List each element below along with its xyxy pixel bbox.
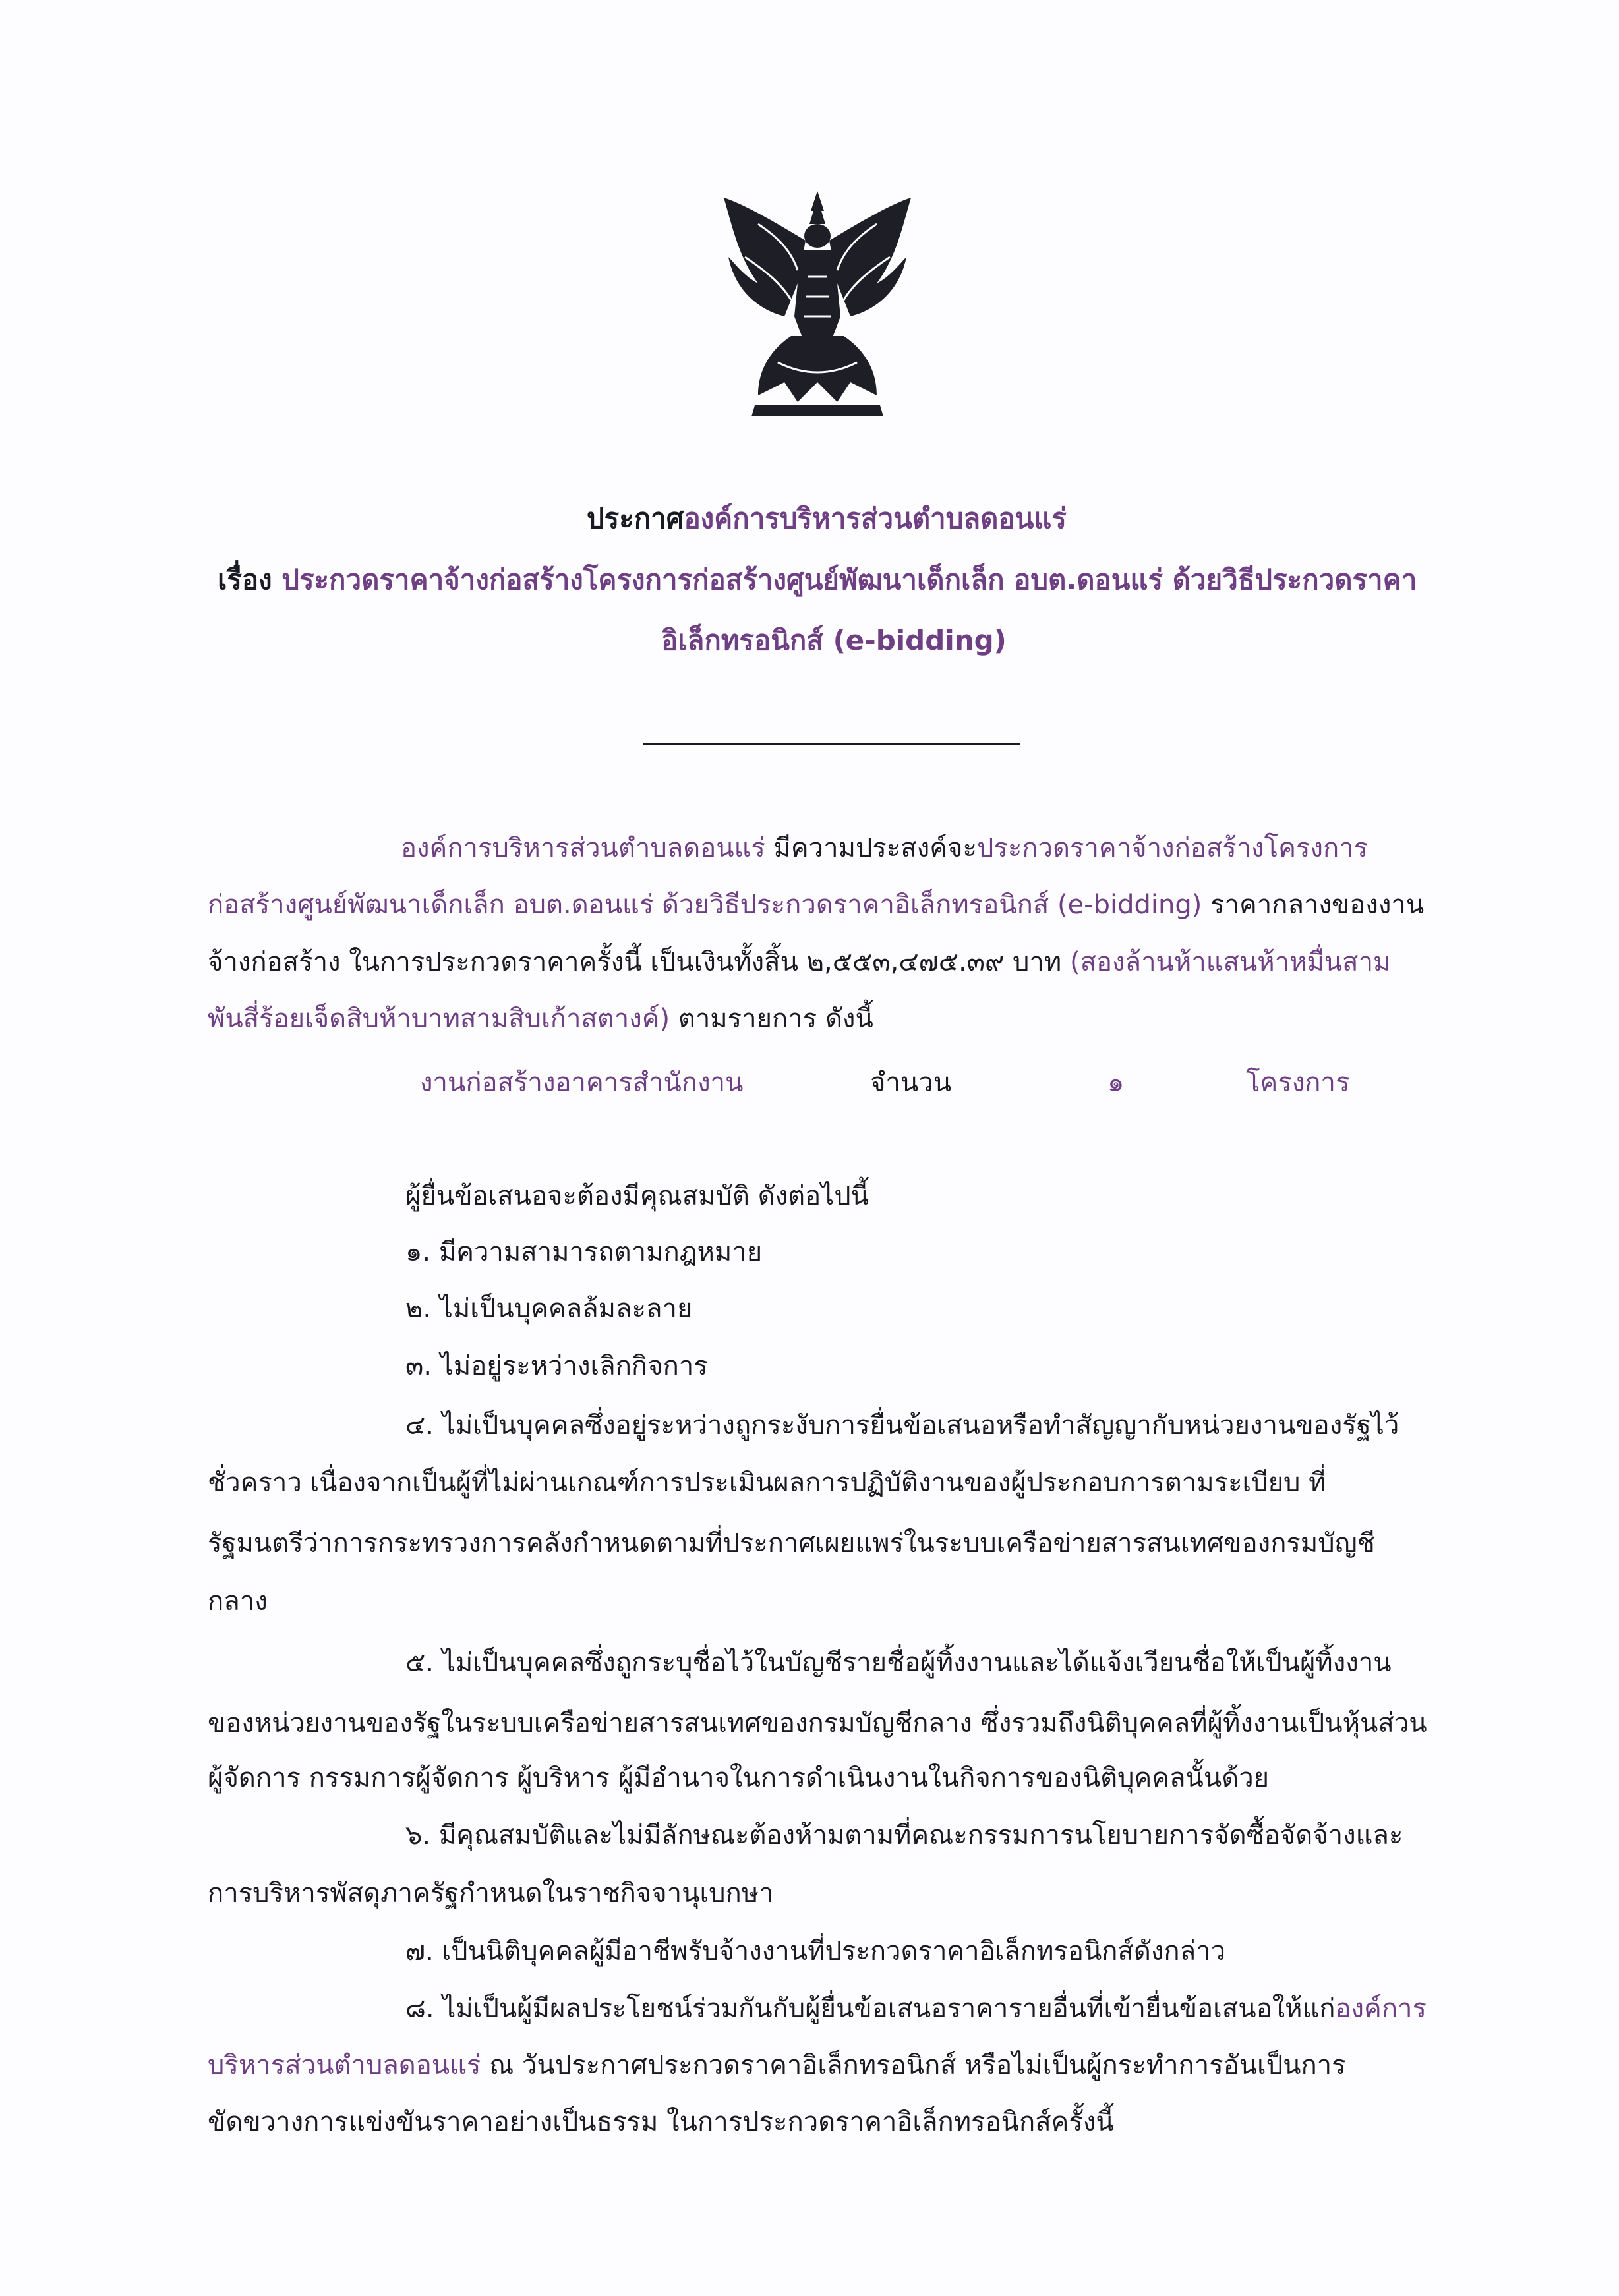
price-in-words: พันสี่ร้อยเจ็ดสิบห้าบาทสามสิบเก้าสตางค์) [208, 1004, 670, 1034]
agency-name: องค์การบริหารส่วนตำบลดอนแร่ [401, 833, 765, 863]
project-text: ประกวดราคาจ้างก่อสร้างโครงการ [976, 833, 1369, 863]
item-qty: ๑ [1107, 1068, 1125, 1098]
qualification-text: การบริหารพัสดุภาครัฐกำหนดในราชกิจจานุเบกษา [208, 1878, 774, 1909]
header-prefix: ประกาศ [587, 502, 684, 534]
qualification-text-line [208, 2046, 1346, 2085]
currency-label: บาท [1004, 947, 1070, 977]
qualification-item: ๑. มีความสามารถตามกฎหมาย [405, 1237, 763, 1267]
qualification-item [405, 1989, 1427, 2028]
intro-text: ตามรายการ ดังนี้ [670, 1004, 873, 1034]
intro-text: ราคากลางของงาน [1202, 890, 1425, 920]
qualification-text: รัฐมนตรีว่าการกระทรวงการคลังกำหนดตามที่ประกาศเผยแพร่ในระบบเครือข่ายสารสนเทศของกรมบัญชี [208, 1528, 1375, 1559]
item-qty-label: จำนวน [870, 1068, 952, 1098]
price-in-words: (สองล้านห้าแสนห้าหมื่นสาม [1069, 947, 1391, 977]
qualification-text: ๘. ไม่เป็นผู้มีผลประโยชน์ร่วมกันกับผู้ยื่นข้อเสนอราคารายอื่นที่เข้ายื่นข้อเสนอให้แก่ [405, 1994, 1336, 2024]
item-unit: โครงการ [1246, 1068, 1350, 1098]
item-name: งานก่อสร้างอาคารสำนักงาน [420, 1068, 744, 1098]
intro-line-4 [208, 999, 873, 1039]
qualification-text: ผู้จัดการ กรรมการผู้จัดการ ผู้บริหาร ผู้มีอำนาจในการดำเนินงานในกิจการของนิติบุคคลนั้นด้วย [208, 1763, 1270, 1793]
median-price: ๒,๕๕๓,๔๗๕.๓๙ [806, 947, 1005, 977]
qualification-item: ๗. เป็นนิติบุคคลผู้มีอาชีพรับจ้างงานที่ประกวดราคาอิเล็กทรอนิกส์ดังกล่าว [405, 1936, 1226, 1966]
qualifications-title: ผู้ยื่นข้อเสนอจะต้องมีคุณสมบัติ ดังต่อไปนี้ [405, 1181, 869, 1211]
item-row [420, 1063, 743, 1103]
subject-label: เรื่อง [218, 563, 282, 596]
agency-name: องค์การ [1335, 1994, 1427, 2024]
qualification-item: ๖. มีคุณสมบัติและไม่มีลักษณะต้องห้ามตามที่คณะกรรมการนโยบายการจัดซื้อจัดจ้างและ [405, 1820, 1403, 1851]
intro-line-1 [401, 828, 1368, 868]
header-line-3: อิเล็กทรอนิกส์ (e-bidding) [661, 624, 1007, 656]
intro-text: จ้างก่อสร้าง ในการประกวดราคาครั้งนี้ เป็นเงินทั้งสิ้น [208, 947, 807, 977]
intro-line-2 [208, 885, 1424, 925]
project-text: ก่อสร้างศูนย์พัฒนาเด็กเล็ก อบต.ดอนแร่ ด้วยวิธีประกวดราคาอิเล็กทรอนิกส์ (e-bidding) [208, 890, 1202, 920]
intro-line-3 [208, 942, 1390, 982]
qualification-text: ณ วันประกาศประกวดราคาอิเล็กทรอนิกส์ หรือไม่เป็นผู้กระทำการอันเป็นการ [481, 2050, 1346, 2081]
qualification-item: ๔. ไม่เป็นบุคคลซึ่งอยู่ระหว่างถูกระงับการยื่นข้อเสนอหรือทำสัญญากับหน่วยงานของรัฐไว้ [405, 1410, 1399, 1441]
intro-text: มีความประสงค์จะ [765, 833, 977, 863]
header-line-1 [587, 491, 1067, 546]
garuda-emblem [719, 185, 916, 428]
qualification-text: ขัดขวางการแข่งขันราคาอย่างเป็นธรรม ในการประกวดราคาอิเล็กทรอนิกส์ครั้งนี้ [208, 2107, 1114, 2137]
header-line-2 [218, 552, 1417, 608]
qualification-item: ๓. ไม่อยู่ระหว่างเลิกกิจการ [405, 1351, 708, 1381]
qualification-item: ๕. ไม่เป็นบุคคลซึ่งถูกระบุชื่อไว้ในบัญชีรายชื่อผู้ทิ้งงานและได้แจ้งเวียนชื่อให้เป็นผู้ทิ้งงาน [405, 1648, 1392, 1678]
subject-text: ประกวดราคาจ้างก่อสร้างโครงการก่อสร้างศูนย์พัฒนาเด็กเล็ก อบต.ดอนแร่ ด้วยวิธีประกวดราคา [281, 563, 1417, 596]
qualification-text: ของหน่วยงานของรัฐในระบบเครือข่ายสารสนเทศของกรมบัญชีกลาง ซึ่งรวมถึงนิติบุคคลที่ผู้ทิ้งงานเป็นหุ้นส่วน [208, 1708, 1427, 1738]
qualification-text: ชั่วคราว เนื่องจากเป็นผู้ที่ไม่ผ่านเกณฑ์การประเมินผลการปฏิบัติงานของผู้ประกอบการตามระเบียบ ที่ [208, 1468, 1326, 1498]
header-agency: องค์การบริหารส่วนตำบลดอนแร่ [684, 502, 1067, 534]
qualification-item: ๒. ไม่เป็นบุคคลล้มละลาย [405, 1294, 693, 1324]
agency-name: บริหารส่วนตำบลดอนแร่ [208, 2050, 481, 2081]
qualification-text: กลาง [208, 1586, 268, 1617]
header-divider [643, 743, 1020, 745]
